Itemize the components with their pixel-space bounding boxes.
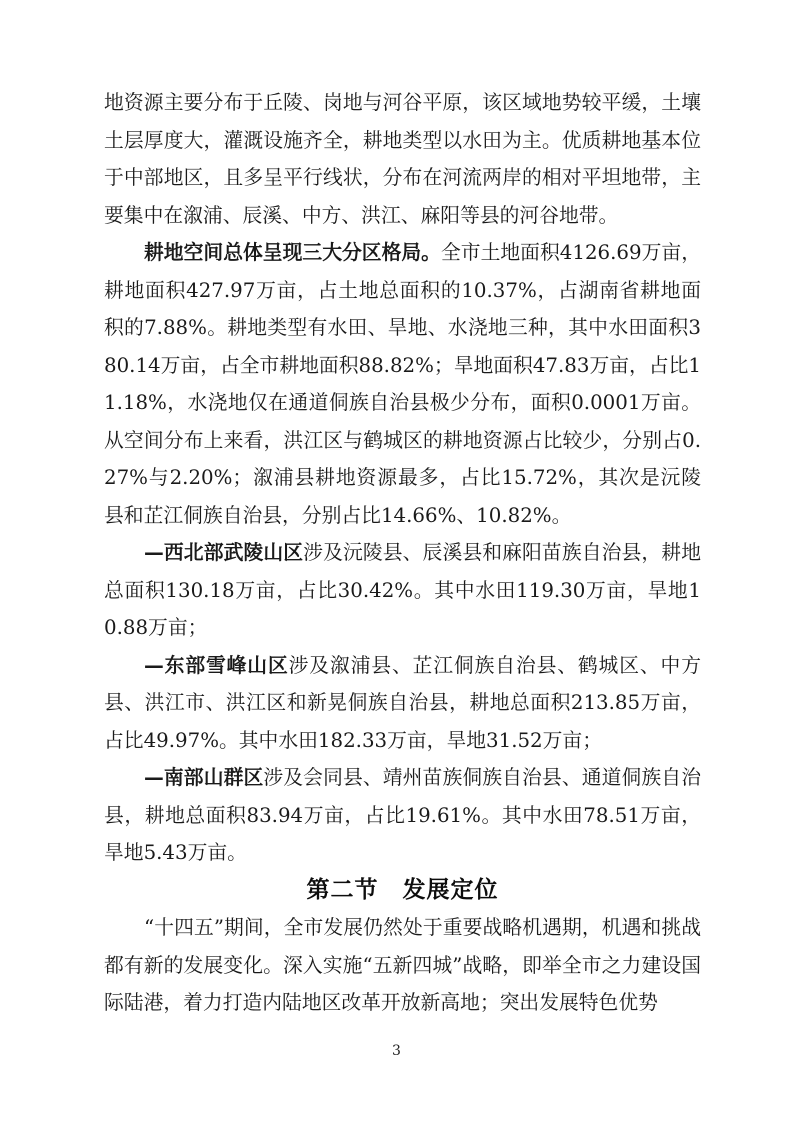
bold-run: —南部山群区 [144,766,264,789]
paragraph [104,234,701,534]
page-footer [0,1040,793,1059]
text-run: 涉及沅陵县、辰溪县和麻阳苗族自治县，耕地总面积130.18万亩，占比30.42%。其中水田119.30万亩，旱地10.88万亩； [104,541,701,639]
paragraph [104,647,701,760]
bold-run: —东部雪峰山区 [144,653,289,677]
bold-run: —西北部武陵山区 [144,541,304,564]
paragraph [104,909,701,1022]
paragraph [104,534,701,647]
document-content [104,84,701,1022]
text-run: 涉及溆浦县、芷江侗族自治县、鹤城区、中方县、洪江市、洪江区和新晃侗族自治县，耕地总面积213.85万亩，占比49.97%。其中水田182.33万亩，旱地31.52万亩； [104,653,701,752]
section-heading: 第二节 发展定位 [306,876,499,903]
text-run: “十四五”期间，全市发展仍然处于重要战略机遇期，机遇和挑战都有新的发展变化。深入实施“五新四城”战略，即举全市之力建设国际陆港，着力打造内陆地区改革开放新高地；突出发展特色优势 [104,916,701,1014]
text-run: 全市土地面积4126.69万亩，耕地面积427.97万亩，占土地总面积的10.37%，占湖南省耕地面积的7.88%。耕地类型有水田、旱地、水浇地三种，其中水田面积380.14万亩，占全市耕地面积88.82%；旱地面积47.83万亩，占比11.18%，水浇地仅在通道侗族自治县极少分布，面积0.0001万亩。从空间分布上来看，洪江区与鹤城区的耕地资源占比较少，分别占0.27%与2.20%；溆浦县耕地资源最多，占比15.72%，其次是沅陵县和芷江侗族自治县，分别占比14.66%、10.82%。 [104,241,701,527]
bold-run: 耕地空间总体呈现三大分区格局。 [144,241,441,264]
text-run: 涉及会同县、靖州苗族侗族自治县、通道侗族自治县，耕地总面积83.94万亩，占比19.61%。其中水田78.51万亩，旱地5.43万亩。 [104,766,701,864]
paragraph [104,759,701,872]
paragraph [104,84,701,234]
page-number: 3 [392,1043,401,1059]
text-run: 地资源主要分布于丘陵、岗地与河谷平原，该区域地势较平缓，土壤土层厚度大，灌溉设施齐全，耕地类型以水田为主。优质耕地基本位于中部地区，且多呈平行线状，分布在河流两岸的相对平坦地带，主要集中在溆浦、辰溪、中方、洪江、麻阳等县的河谷地带。 [104,91,701,227]
